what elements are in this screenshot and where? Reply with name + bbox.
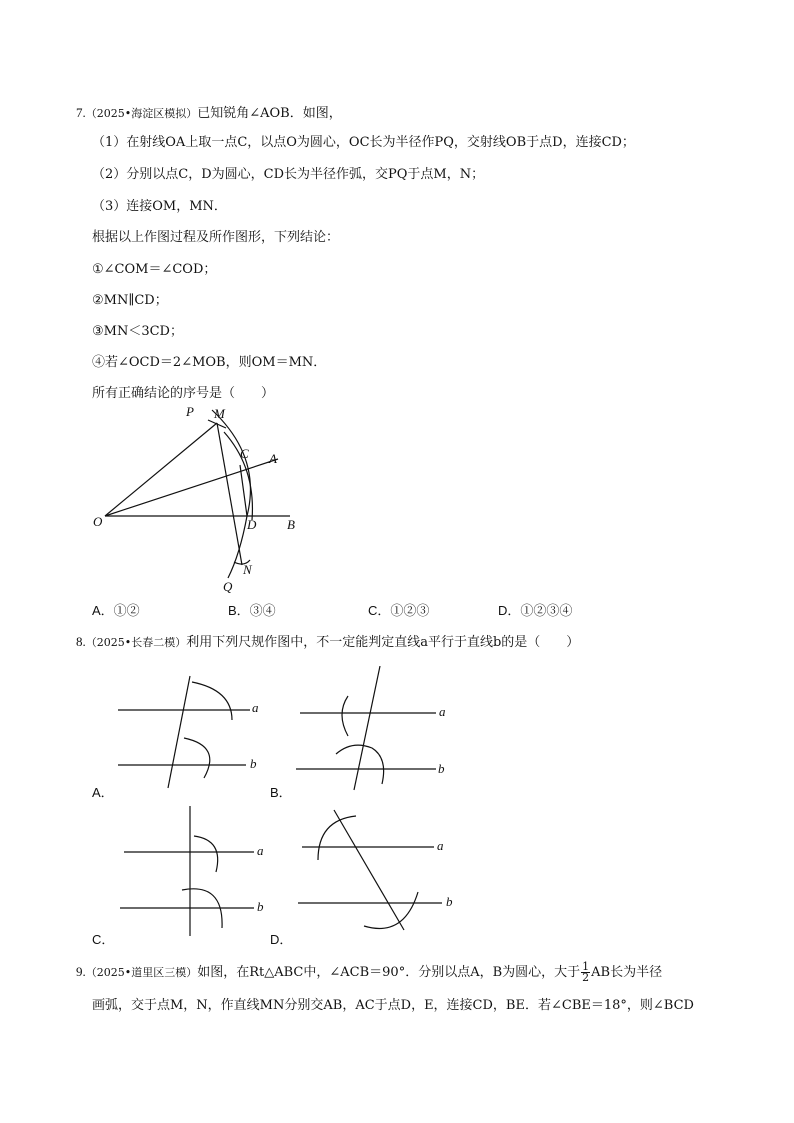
label-d: D [247, 517, 257, 532]
q9-frac-den: 2 [582, 971, 590, 984]
q8-option-b[interactable]: B． [270, 785, 292, 800]
q8-header [76, 633, 579, 652]
label-b: B [287, 517, 295, 532]
q8-d-line-a: a [437, 838, 444, 853]
label-c: C [240, 446, 249, 461]
q8-a-line-b: b [250, 756, 257, 771]
q7-option-d[interactable]: D．①②③④ [498, 603, 573, 618]
q8-a-line-a: a [252, 700, 259, 715]
q9-frac-num: 1 [582, 960, 590, 973]
q9-fraction [581, 962, 590, 983]
q7-stem: 已知锐角∠AOB．如图， [197, 106, 342, 121]
q8-figure-c [114, 806, 284, 936]
q7-conclusion-1: ①∠COM＝∠COD； [92, 262, 217, 277]
q9-text-post: AB长为半径 [591, 965, 663, 980]
q8-c-line-a: a [257, 843, 264, 858]
q9-source: （2025•道里区三模） [85, 966, 198, 979]
q7-source: （2025•海淀区模拟） [85, 107, 198, 120]
q8-figure-d [292, 806, 462, 936]
q8-option-c[interactable]: C． [92, 932, 115, 947]
q7-figure [90, 402, 310, 597]
q8-c-line-b: b [257, 899, 264, 914]
label-a: A [269, 451, 277, 466]
q8-option-d[interactable]: D． [270, 932, 293, 947]
q7-step-3: （3）连接OM，MN． [92, 199, 227, 214]
label-p: P [186, 404, 194, 419]
label-n: N [243, 562, 252, 577]
q8-d-line-b: b [446, 894, 453, 909]
q9-text-pre: 如图，在Rt△ABC中，∠ACB＝90°．分别以点A，B为圆心，大于 [197, 965, 581, 980]
q8-figure-b [292, 666, 462, 791]
q8-option-a[interactable]: A． [92, 785, 114, 800]
q7-step-2: （2）分别以点C，D为圆心，CD长为半径作弧，交PQ于点M，N； [92, 167, 485, 182]
q9-line-2: 画弧，交于点M，N，作直线MN分别交AB，AC于点D，E，连接CD，BE．若∠CBE＝18°，则∠BCD [92, 998, 694, 1013]
q8-b-line-b: b [438, 761, 445, 776]
q7-intro: 根据以上作图过程及所作图形，下列结论： [92, 230, 340, 245]
q7-conclusion-3: ③MN＜3CD； [92, 324, 183, 339]
arc-pq [212, 410, 250, 578]
label-m: M [214, 406, 225, 421]
q7-conclusion-4: ④若∠OCD＝2∠MOB，则OM＝MN． [92, 355, 327, 370]
label-q: Q [223, 579, 233, 594]
q7-conclusion-2: ②MN∥CD； [92, 293, 168, 308]
q9-line-1 [76, 962, 662, 983]
q8-b-line-a: a [439, 704, 446, 719]
q7-option-b[interactable]: B．③④ [228, 603, 276, 618]
q7-option-a[interactable]: A．①② [92, 603, 140, 618]
q8-number: 8. [76, 634, 86, 649]
q8-source: （2025•长春二模） [85, 636, 187, 649]
q7-step-1: （1）在射线OA上取一点C，以点O为圆心，OC长为半径作PQ，交射线OB于点D，连接CD； [92, 135, 635, 150]
segment-cd [240, 465, 247, 516]
q8-figure-a [110, 668, 280, 793]
q7-header [76, 104, 342, 123]
label-o: O [93, 514, 103, 529]
segment-mn [217, 423, 242, 565]
q8-stem: 利用下列尺规作图中，不一定能判定直线a平行于直线b的是（ ） [186, 635, 580, 650]
q7-number: 7. [76, 105, 86, 120]
segment-om [105, 423, 217, 516]
q7-question: 所有正确结论的序号是（ ） [92, 386, 275, 401]
q9-number: 9. [76, 964, 86, 979]
q7-option-c[interactable]: C．①②③ [368, 603, 430, 618]
